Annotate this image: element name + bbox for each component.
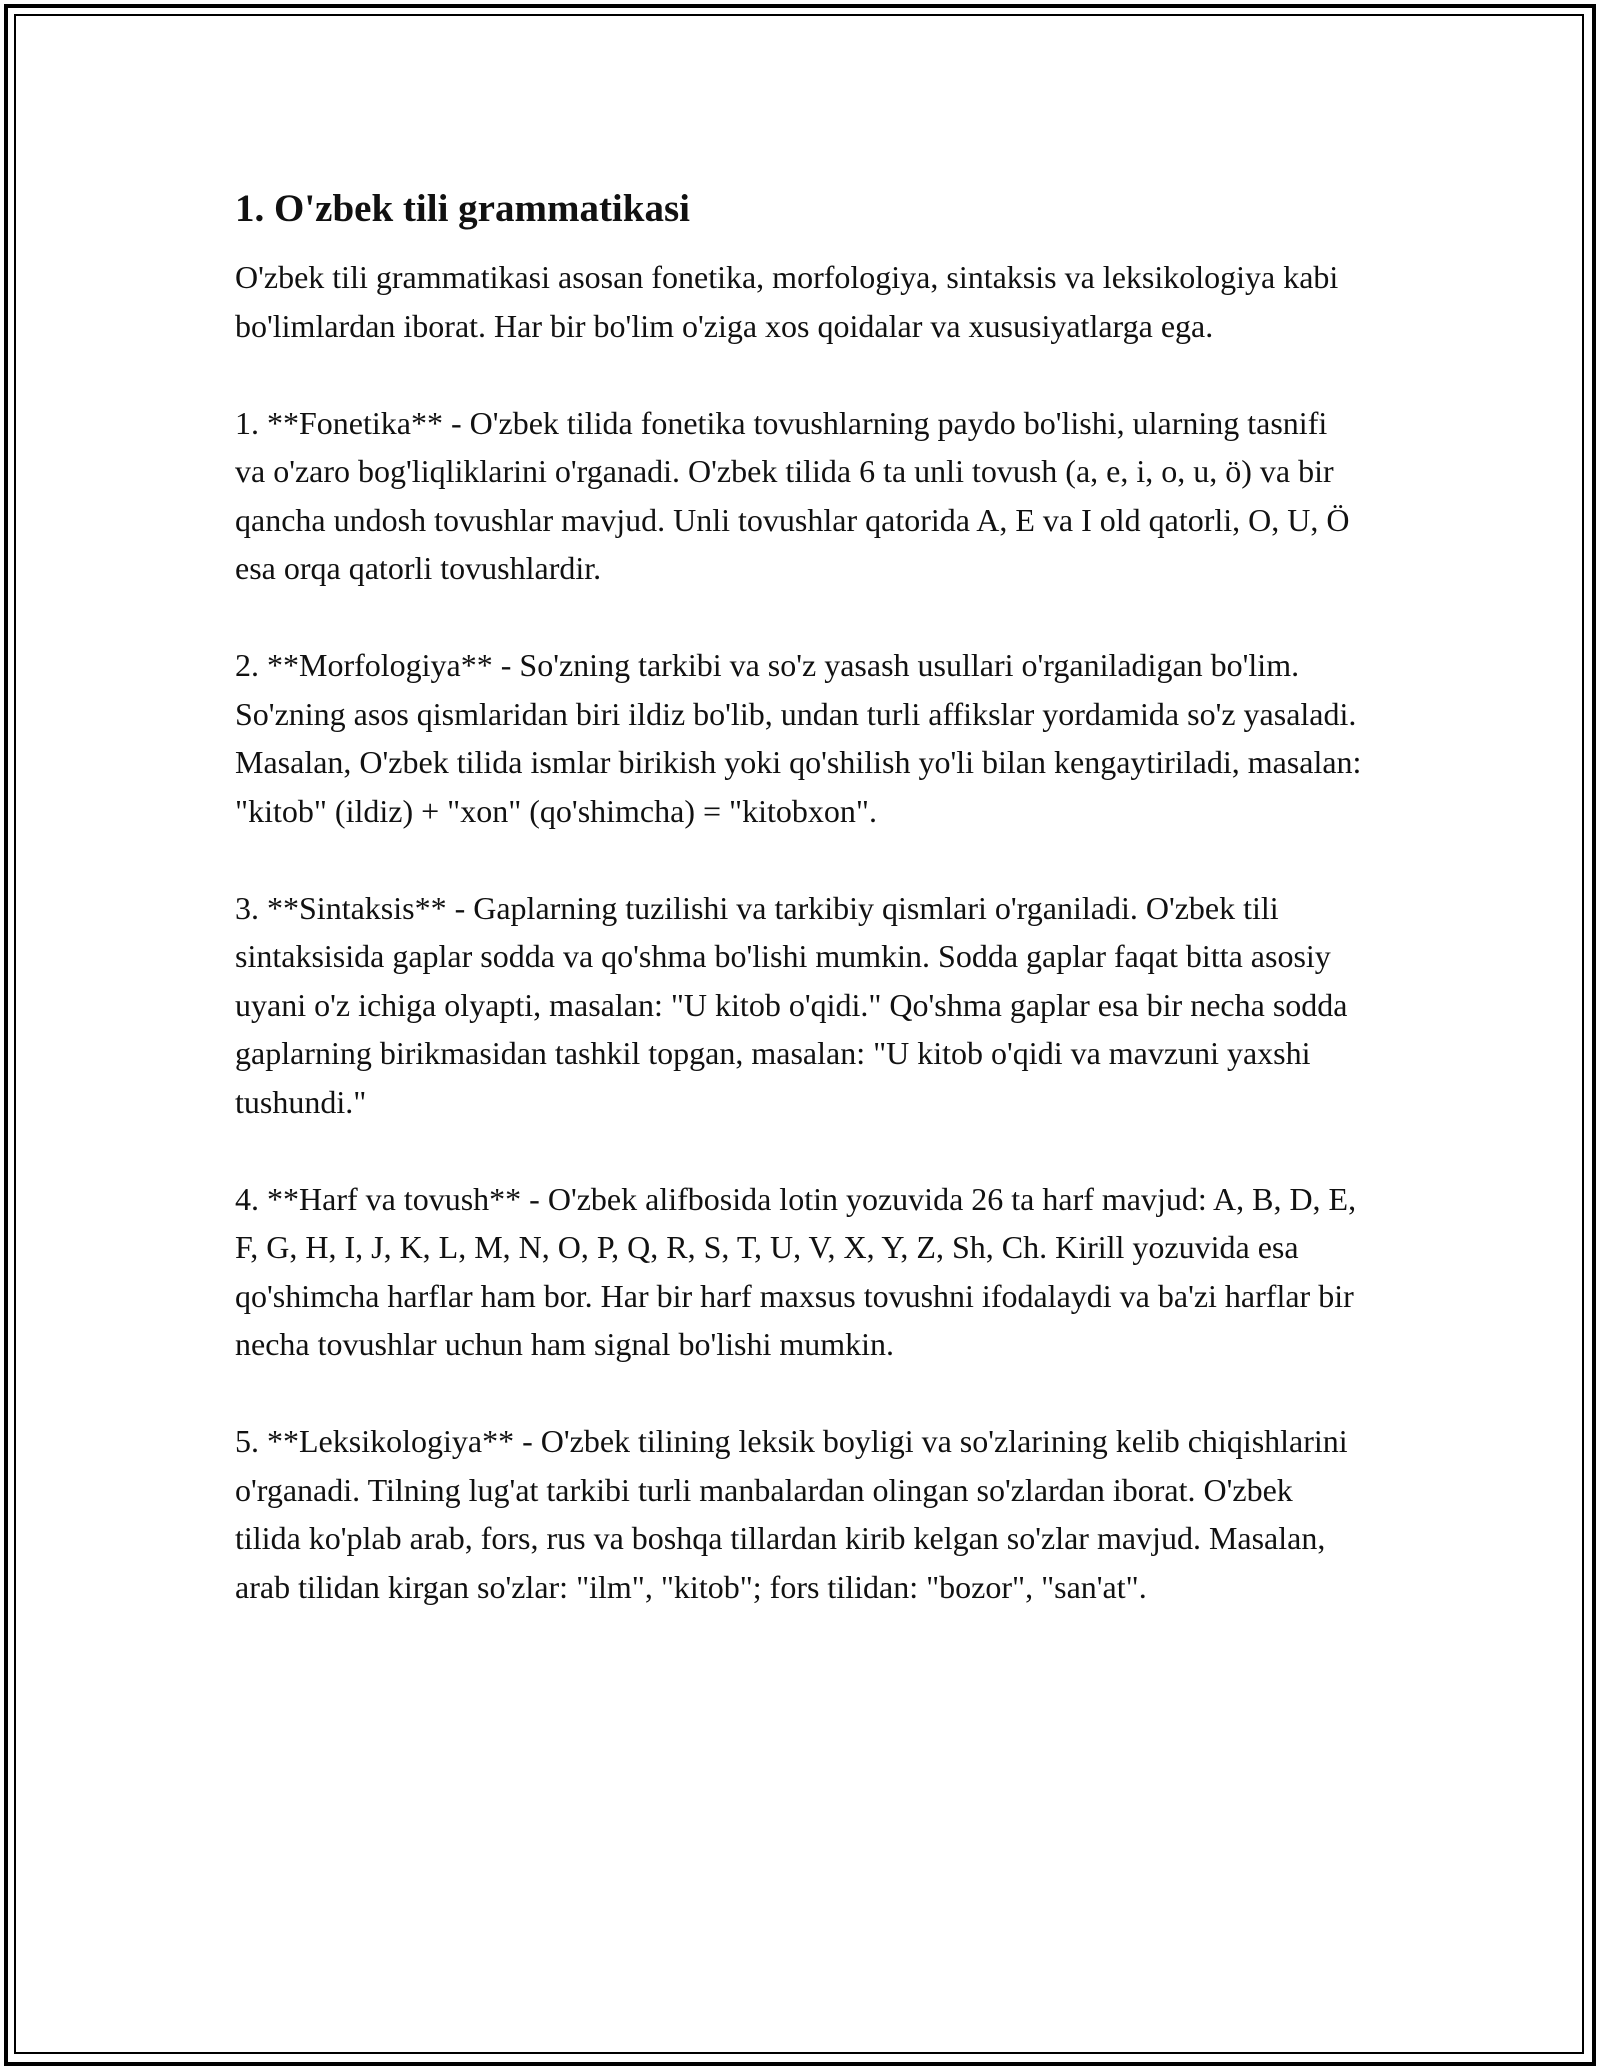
fonetika-paragraph: 1. **Fonetika** - O'zbek tilida fonetika tovushlarning paydo bo'lishi, ularning tasnifi va o'zaro bog'liqliklarini o'rganadi. O'zbek tilida 6 ta unli tovush (a, e, i, o, u, ö) va bir qancha undosh tovushlar mavjud. Unli tovushlar qatorida A, E va I old qatorli, O, U, Ö esa orqa qatorli tovushlardir. bbox=[235, 404, 1350, 586]
intro-paragraph: O'zbek tili grammatikasi asosan fonetika, morfologiya, sintaksis va leksikologiya kabi bo'limlardan iborat. Har bir bo'lim o'ziga xos qoidalar va xususiyatlarga ega. bbox=[235, 259, 1339, 344]
harf-va-tovush-paragraph: 4. **Harf va tovush** - O'zbek alifbosida lotin yozuvida 26 ta harf mavjud: A, B, D, E, F, G, H, I, J, K, L, M, N, O, P, Q, R, S, T, U, V, X, Y, Z, Sh, Ch. Kirill yozuvida esa qo'shimcha harflar ham bor. Har bir harf maxsus tovushni ifodalaydi va ba'zi harflar bir necha tovushlar uchun ham signal bo'lishi mumkin. bbox=[235, 1180, 1357, 1362]
morfologiya-paragraph: 2. **Morfologiya** - So'zning tarkibi va so'z yasash usullari o'rganiladigan bo'lim. So'zning asos qismlaridan biri ildiz bo'lib, undan turli affikslar yordamida so'z yasaladi. Masalan, O'zbek tilida ismlar birikish yoki qo'shilish yo'li bilan kengaytiriladi, masalan: "kitob" (ildiz) + "xon" (qo'shimcha) = "kitobxon". bbox=[235, 647, 1362, 829]
sintaksis-paragraph: 3. **Sintaksis** - Gaplarning tuzilishi va tarkibiy qismlari o'rganiladi. O'zbek tili sintaksisida gaplar sodda va qo'shma bo'lishi mumkin. Sodda gaplar faqat bitta asosiy uyani o'z ichiga olyapti, masalan: "U kitob o'qidi." Qo'shma gaplar esa bir necha sodda gaplarning birikmasidan tashkil topgan, masalan: "U kitob o'qidi va mavzuni yaxshi tushundi." bbox=[235, 889, 1348, 1120]
document-body bbox=[235, 185, 1365, 1660]
leksikologiya-paragraph: 5. **Leksikologiya** - O'zbek tilining leksik boyligi va so'zlarining kelib chiqishlarini o'rganadi. Tilning lug'at tarkibi turli manbalardan olingan so'zlardan iborat. O'zbek tilida ko'plab arab, fors, rus va boshqa tillardan kirib kelgan so'zlar mavjud. Masalan, arab tilidan kirgan so'zlar: "ilm", "kitob"; fors tilidan: "bozor", "san'at". bbox=[235, 1423, 1348, 1605]
document-title: 1. O'zbek tili grammatikasi bbox=[235, 187, 690, 230]
